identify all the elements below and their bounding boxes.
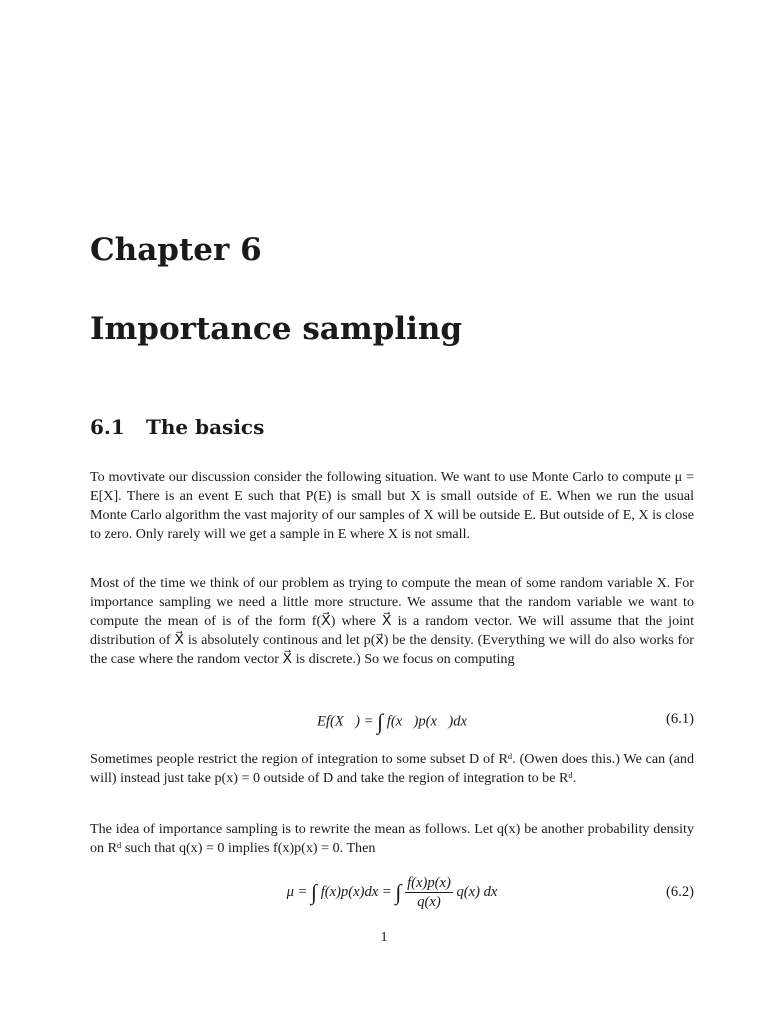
section-number: 6.1 xyxy=(90,415,125,439)
chapter-title: Importance sampling xyxy=(90,311,463,347)
equation-number: (6.1) xyxy=(666,711,694,727)
page-number: 1 xyxy=(380,929,388,945)
section-heading xyxy=(90,415,264,439)
equation-6-1 xyxy=(90,707,694,734)
paragraph-4: The idea of importance sampling is to rewrite the mean as follows. Let q(x) be another probability density on Rᵈ such that q(x) = 0 implies f(x)p(x) = 0. Then xyxy=(90,821,694,856)
paragraph-1: To movtivate our discussion consider the following situation. We want to use Monte Carlo to compute μ = E[X]. There is an event E such that P(E) is small but X is small outside of E. When we run the usual Monte Carlo algorithm the vast majority of our samples of X will be outside E. But outside of E, X is close to zero. Only rarely will we get a sample in E where X is not small. xyxy=(90,469,694,542)
integral-sign: ∫ xyxy=(311,879,318,905)
equation-6-1-rhs: f(x⃗)p(x⃗)dx xyxy=(383,713,467,730)
equation-6-2-body xyxy=(90,874,694,911)
paragraph-3: Sometimes people restrict the region of integration to some subset D of Rᵈ. (Owen does this.) We can (and will) instead just take p(x) = 0 outside of D and take the region of integration to be Rᵈ. xyxy=(90,751,694,786)
equation-6-1-body xyxy=(90,709,694,735)
fraction xyxy=(405,874,453,911)
equation-6-2-tail: q(x) dx xyxy=(452,883,498,900)
fraction-denominator: q(x) xyxy=(417,894,441,910)
fraction-numerator: f(x)p(x) xyxy=(407,875,451,891)
paragraph-2: Most of the time we think of our problem as trying to compute the mean of some random variable X. For importance sampling we need a little more structure. We assume that the random variable we want to compute the mean of is of the form f(X⃗) where X⃗ is a random vector. We will assume that the joint distribution of X⃗ is absolutely continous and let p(x⃗) be the density. (Everything we will do also works for the case where the random vector X⃗ is discrete.) So we focus on computing xyxy=(90,575,694,667)
equation-6-2-mid: f(x)p(x)dx = xyxy=(317,883,396,900)
equation-6-2-lhs: μ = xyxy=(286,883,312,900)
equation-number: (6.2) xyxy=(666,884,694,900)
chapter-label: Chapter 6 xyxy=(90,232,262,268)
equation-6-2 xyxy=(90,870,694,914)
equation-6-1-lhs: Ef(X⃗) = xyxy=(316,713,378,730)
integral-sign: ∫ xyxy=(377,709,384,734)
section-title: The basics xyxy=(146,415,265,439)
integral-sign: ∫ xyxy=(395,879,402,905)
